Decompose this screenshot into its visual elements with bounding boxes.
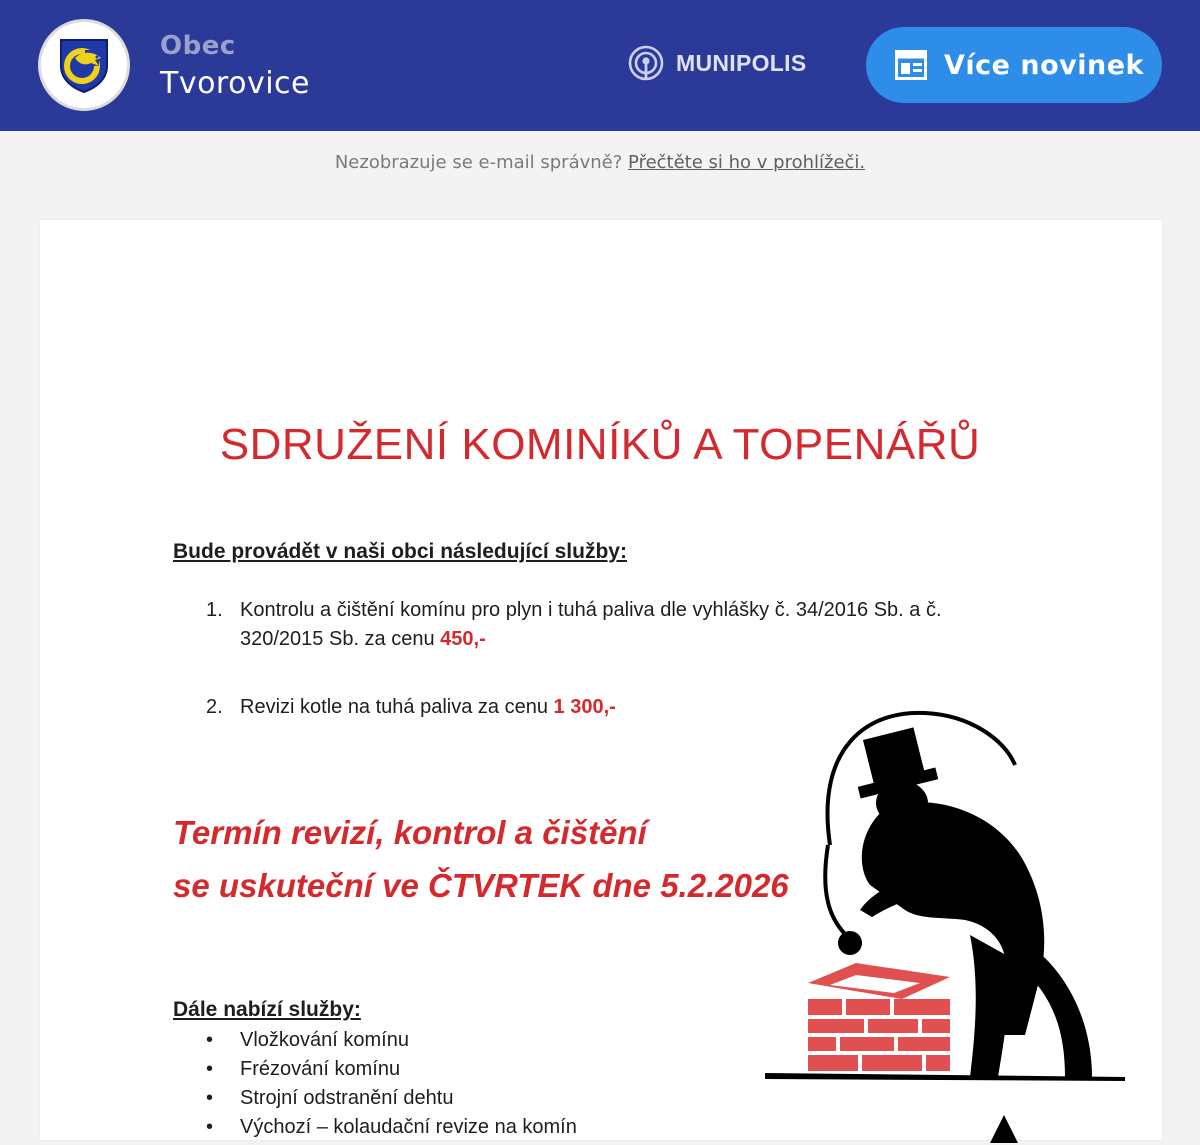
header-bar: [0, 0, 1200, 131]
list-item: • Frézování komínu: [206, 1055, 577, 1084]
town-prefix: Obec: [160, 31, 236, 61]
service-item-text: [240, 596, 942, 654]
term-line-1: Termín revizí, kontrol a čištění: [173, 814, 647, 851]
notice-text: Nezobrazuje se e-mail správně?: [334, 152, 623, 173]
town-crest-logo[interactable]: [38, 19, 130, 111]
newspaper-icon: [895, 50, 927, 80]
services-heading: Bude provádět v naši obci následující služby:: [173, 540, 627, 563]
service-item-line-2: 320/2015 Sb. za cenu: [240, 628, 435, 650]
chimney-sweep-illustration: [720, 705, 1140, 1145]
town-name: Tvorovice: [160, 66, 311, 101]
crest-icon: [55, 36, 113, 94]
browser-view-notice: [0, 152, 1200, 173]
service-item-line-1: Revizi kotle na tuhá paliva za cenu: [240, 696, 548, 718]
flyer-title: SDRUŽENÍ KOMINÍKŮ A TOPENÁŘŮ: [219, 420, 981, 469]
service-price: 1 300,-: [553, 696, 616, 718]
broadcast-icon: [627, 44, 665, 82]
service-item-line-1: Kontrolu a čištění komínu pro plyn i tuhá paliva dle vyhlášky č. 34/2016 Sb. a č.: [240, 599, 942, 621]
service-item-number: 1.: [206, 599, 223, 621]
list-item: • Strojní odstranění dehtu: [206, 1084, 577, 1113]
list-item: • Vložkování komínu: [206, 1026, 577, 1055]
service-item-number: 2.: [206, 696, 223, 718]
brick-chimney: [808, 963, 950, 1071]
more-news-label: Více novinek: [944, 49, 1144, 81]
more-services-heading: Dále nabízí služby:: [173, 998, 361, 1021]
list-item: • Výchozí – kolaudační revize na komín: [206, 1113, 577, 1142]
more-news-button[interactable]: [866, 27, 1162, 103]
newsletter-card: [40, 220, 1162, 1140]
service-item-text: [240, 693, 616, 722]
view-in-browser-link[interactable]: Přečtěte si ho v prohlížeči.: [628, 152, 866, 173]
munipolis-logo[interactable]: [627, 44, 806, 82]
service-price: 450,-: [440, 628, 486, 650]
more-services-list: [206, 1026, 577, 1142]
service-item-1: [206, 596, 1006, 656]
term-line-2: se uskuteční ve ČTVRTEK dne 5.2.2026: [173, 867, 789, 904]
munipolis-wordmark: MUNIPOLIS: [676, 49, 807, 76]
